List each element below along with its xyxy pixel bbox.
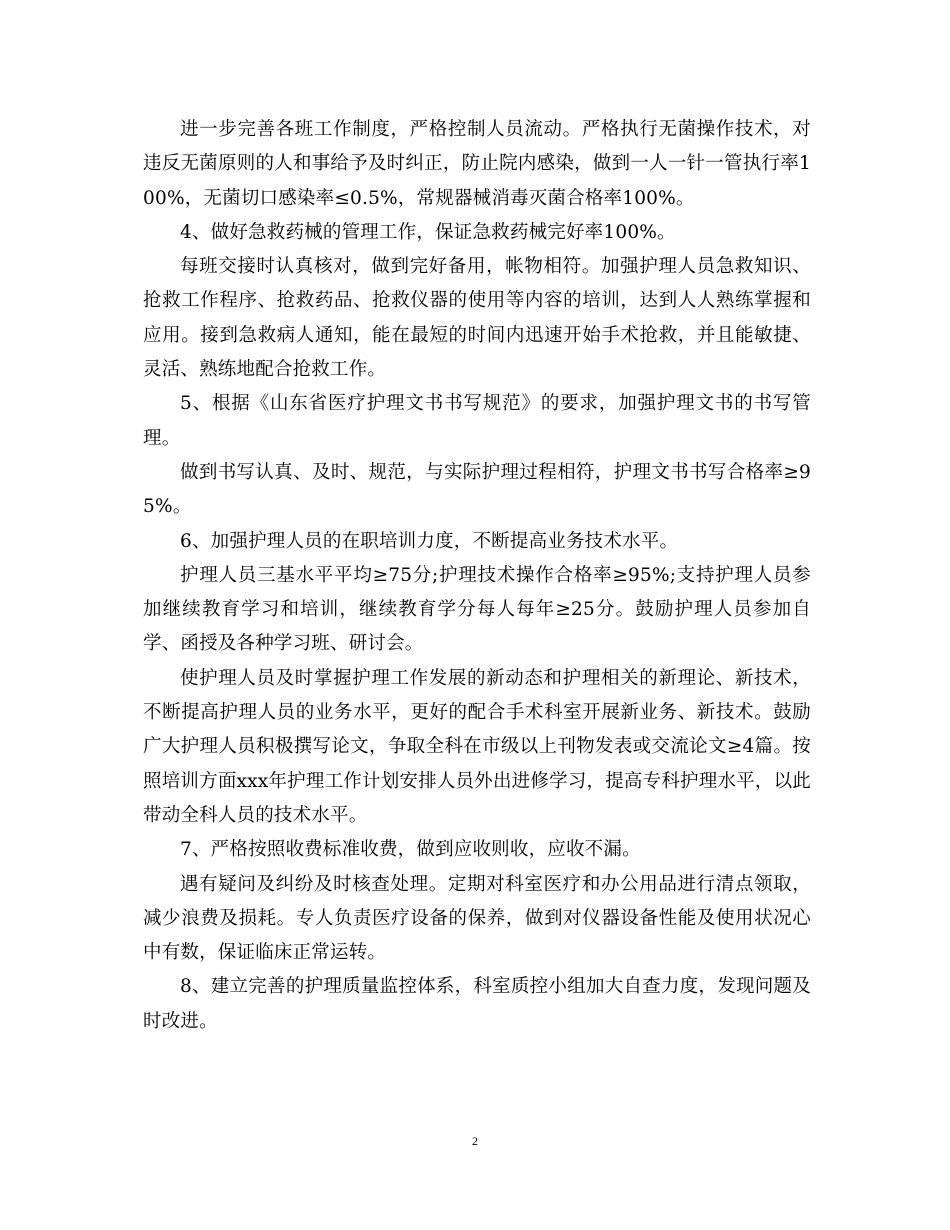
document-body (143, 113, 811, 1039)
section-heading-7: 7、严格按照收费标准收费，做到应收则收，应收不漏。 (180, 839, 641, 861)
paragraph: 做到书写认真、及时、规范，与实际护理过程相符，护理文书书写合格率≥95%。 (143, 461, 811, 518)
section-heading-8: 8、建立完善的护理质量监控体系，科室质控小组加大自查力度，发现问题及时改进。 (143, 976, 811, 1032)
paragraph: 使护理人员及时掌握护理工作发展的新动态和护理相关的新理论、新技术，不断提高护理人员的业务水平，更好的配合手术科室开展新业务、新技术。鼓励广大护理人员积极撰写论文，争取全科在市级以上刊物发表或交流论文≥4篇。按照培训方面xxx年护理工作计划安排人员外出进修学习，提高专科护理水平，以此带动全科人员的技术水平。 (143, 667, 811, 826)
page-number: 2 (472, 1134, 478, 1148)
section-heading-4: 4、做好急救药械的管理工作，保证急救药械完好率100%。 (180, 221, 676, 243)
paragraph: 每班交接时认真核对，做到完好备用，帐物相符。加强护理人员急救知识、抢救工作程序、抢救药品、抢救仪器的使用等内容的培训，达到人人熟练掌握和应用。接到急救病人通知，能在最短的时间内迅速开始手术抢救，并且能敏捷、灵活、熟练地配合抢救工作。 (143, 256, 811, 381)
paragraph: 护理人员三基水平平均≥75分;护理技术操作合格率≥95%;支持护理人员参加继续教育学习和培训，继续教育学分每人每年≥25分。鼓励护理人员参加自学、函授及各种学习班、研讨会。 (143, 564, 811, 655)
paragraph: 遇有疑问及纠纷及时核查处理。定期对科室医疗和办公用品进行清点领取，减少浪费及损耗。专人负责医疗设备的保养，做到对仪器设备性能及使用状况心中有数，保证临床正常运转。 (143, 873, 811, 964)
section-heading-5: 5、根据《山东省医疗护理文书书写规范》的要求，加强护理文书的书写管理。 (143, 393, 811, 449)
section-heading-6: 6、加强护理人员的在职培训力度，不断提高业务技术水平。 (180, 530, 679, 552)
paragraph: 进一步完善各班工作制度，严格控制人员流动。严格执行无菌操作技术，对违反无菌原则的人和事给予及时纠正，防止院内感染，做到一人一针一管执行率100%，无菌切口感染率≤0.5%，常规器械消毒灭菌合格率100%。 (143, 119, 811, 209)
